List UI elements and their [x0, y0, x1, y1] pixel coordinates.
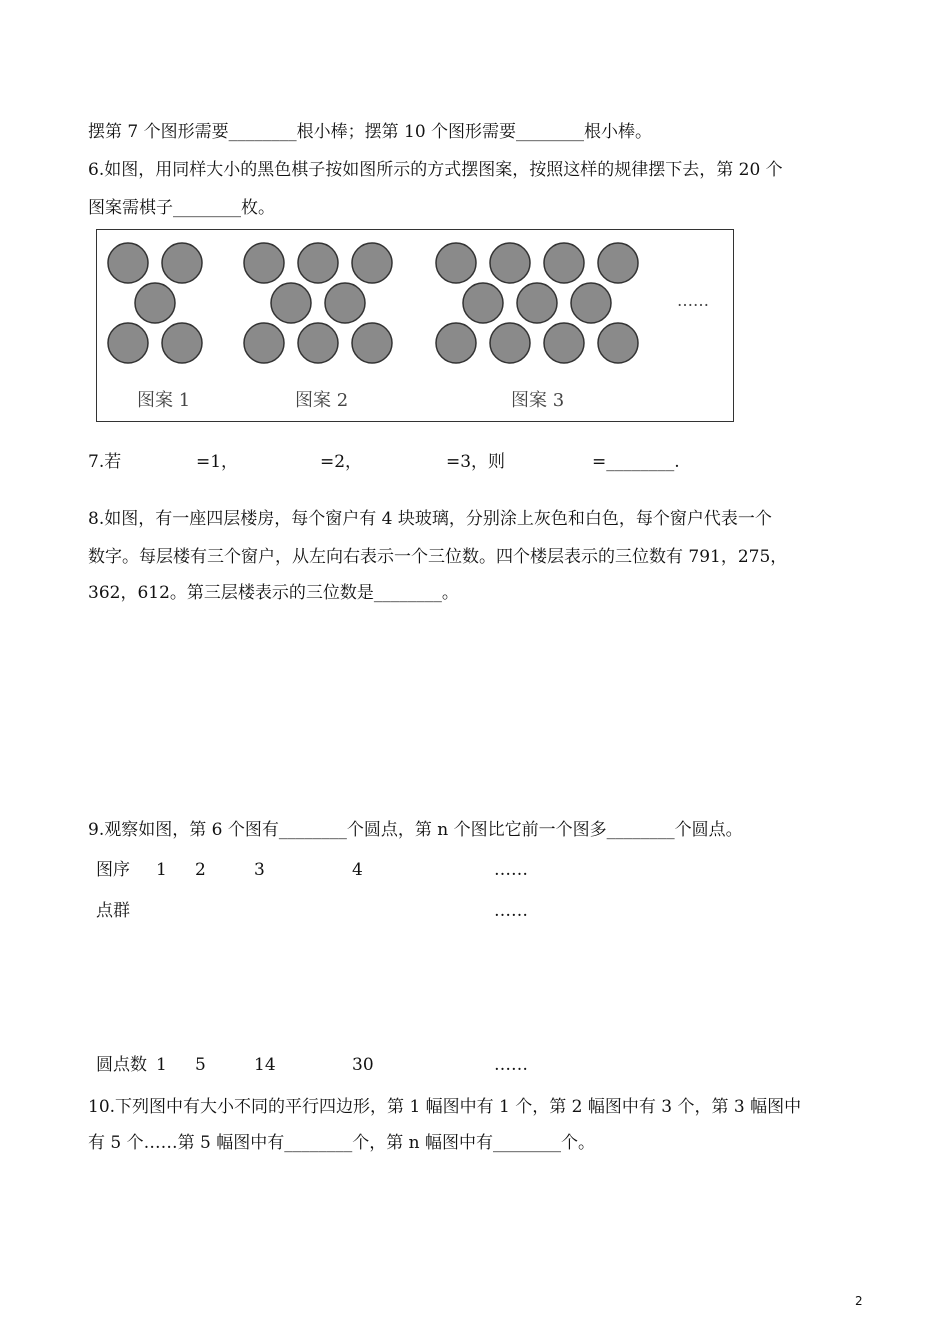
- checker-piece: [244, 323, 284, 363]
- checker-piece: [325, 283, 365, 323]
- checker-piece: [162, 323, 202, 363]
- q9-row-label-count: 圆点数: [96, 1055, 147, 1075]
- checker-piece: [598, 243, 638, 283]
- q9-order-ellipsis: ……: [494, 860, 528, 880]
- q10-line-1: 10.下列图中有大小不同的平行四边形，第 1 幅图中有 1 个，第 2 幅图中有 3 个，第 3 幅图中: [88, 1097, 802, 1117]
- checker-piece: [463, 283, 503, 323]
- checker-piece: [490, 323, 530, 363]
- pattern-label: 图案 3: [511, 390, 565, 411]
- checker-piece: [352, 323, 392, 363]
- q9-count-value: 30: [352, 1055, 374, 1075]
- q10-line-2: 有 5 个……第 5 幅图中有________个，第 n 幅图中有________个。: [88, 1133, 596, 1153]
- q5-tail-line: 摆第 7 个图形需要________根小棒；摆第 10 个图形需要________根小棒。: [88, 122, 653, 142]
- checker-piece: [436, 323, 476, 363]
- q7-eq1: =1，: [196, 452, 239, 472]
- checker-piece: [108, 243, 148, 283]
- checker-piece: [544, 323, 584, 363]
- checker-piece: [598, 323, 638, 363]
- q9-row-label-dots: 点群: [96, 901, 130, 921]
- q7-eq3: =3，则: [446, 452, 506, 472]
- q7-eq2: =2，: [320, 452, 363, 472]
- q7-eq4: =________.: [592, 452, 680, 472]
- checker-piece: [298, 323, 338, 363]
- checker-piece: [517, 283, 557, 323]
- checker-piece: [571, 283, 611, 323]
- q7-prefix: 7.若: [88, 452, 122, 472]
- checker-piece: [135, 283, 175, 323]
- q6-line-2: 图案需棋子________枚。: [88, 198, 275, 218]
- checker-piece: [162, 243, 202, 283]
- checker-piece: [244, 243, 284, 283]
- checker-piece: [352, 243, 392, 283]
- q9-order-value: 1: [156, 860, 167, 880]
- checker-piece: [298, 243, 338, 283]
- q9-count-value: 1: [156, 1055, 167, 1075]
- checker-piece: [108, 323, 148, 363]
- q8-line-1: 8.如图，有一座四层楼房，每个窗户有 4 块玻璃，分别涂上灰色和白色，每个窗户代表一个: [88, 509, 772, 529]
- q9-dots-ellipsis: ……: [494, 901, 528, 921]
- q9-order-value: 4: [352, 860, 363, 880]
- checker-pattern-drawing: [97, 230, 733, 421]
- q9-count-value: 14: [254, 1055, 276, 1075]
- pattern-label: 图案 1: [137, 390, 191, 411]
- checker-piece: [490, 243, 530, 283]
- page-number: 2: [855, 1294, 863, 1308]
- q8-line-2: 数字。每层楼有三个窗户，从左向右表示一个三位数。四个楼层表示的三位数有 791，275，: [88, 547, 788, 567]
- q9-count-ellipsis: ……: [494, 1055, 528, 1075]
- q9-order-value: 2: [195, 860, 206, 880]
- checker-piece: [271, 283, 311, 323]
- pattern-label: 图案 2: [295, 390, 349, 411]
- q9-row-label-order: 图序: [96, 860, 130, 880]
- q9-line-1: 9.观察如图，第 6 个图有________个圆点，第 n 个图比它前一个图多________个圆点。: [88, 820, 743, 840]
- q8-line-3: 362，612。第三层楼表示的三位数是________。: [88, 583, 459, 603]
- q9-order-value: 3: [254, 860, 265, 880]
- q9-count-value: 5: [195, 1055, 206, 1075]
- pattern-ellipsis: ……: [677, 291, 709, 310]
- checker-piece: [436, 243, 476, 283]
- q6-line-1: 6.如图，用同样大小的黑色棋子按如图所示的方式摆图案，按照这样的规律摆下去，第 20 个: [88, 160, 783, 180]
- checker-pattern-figure: [96, 229, 734, 422]
- checker-piece: [544, 243, 584, 283]
